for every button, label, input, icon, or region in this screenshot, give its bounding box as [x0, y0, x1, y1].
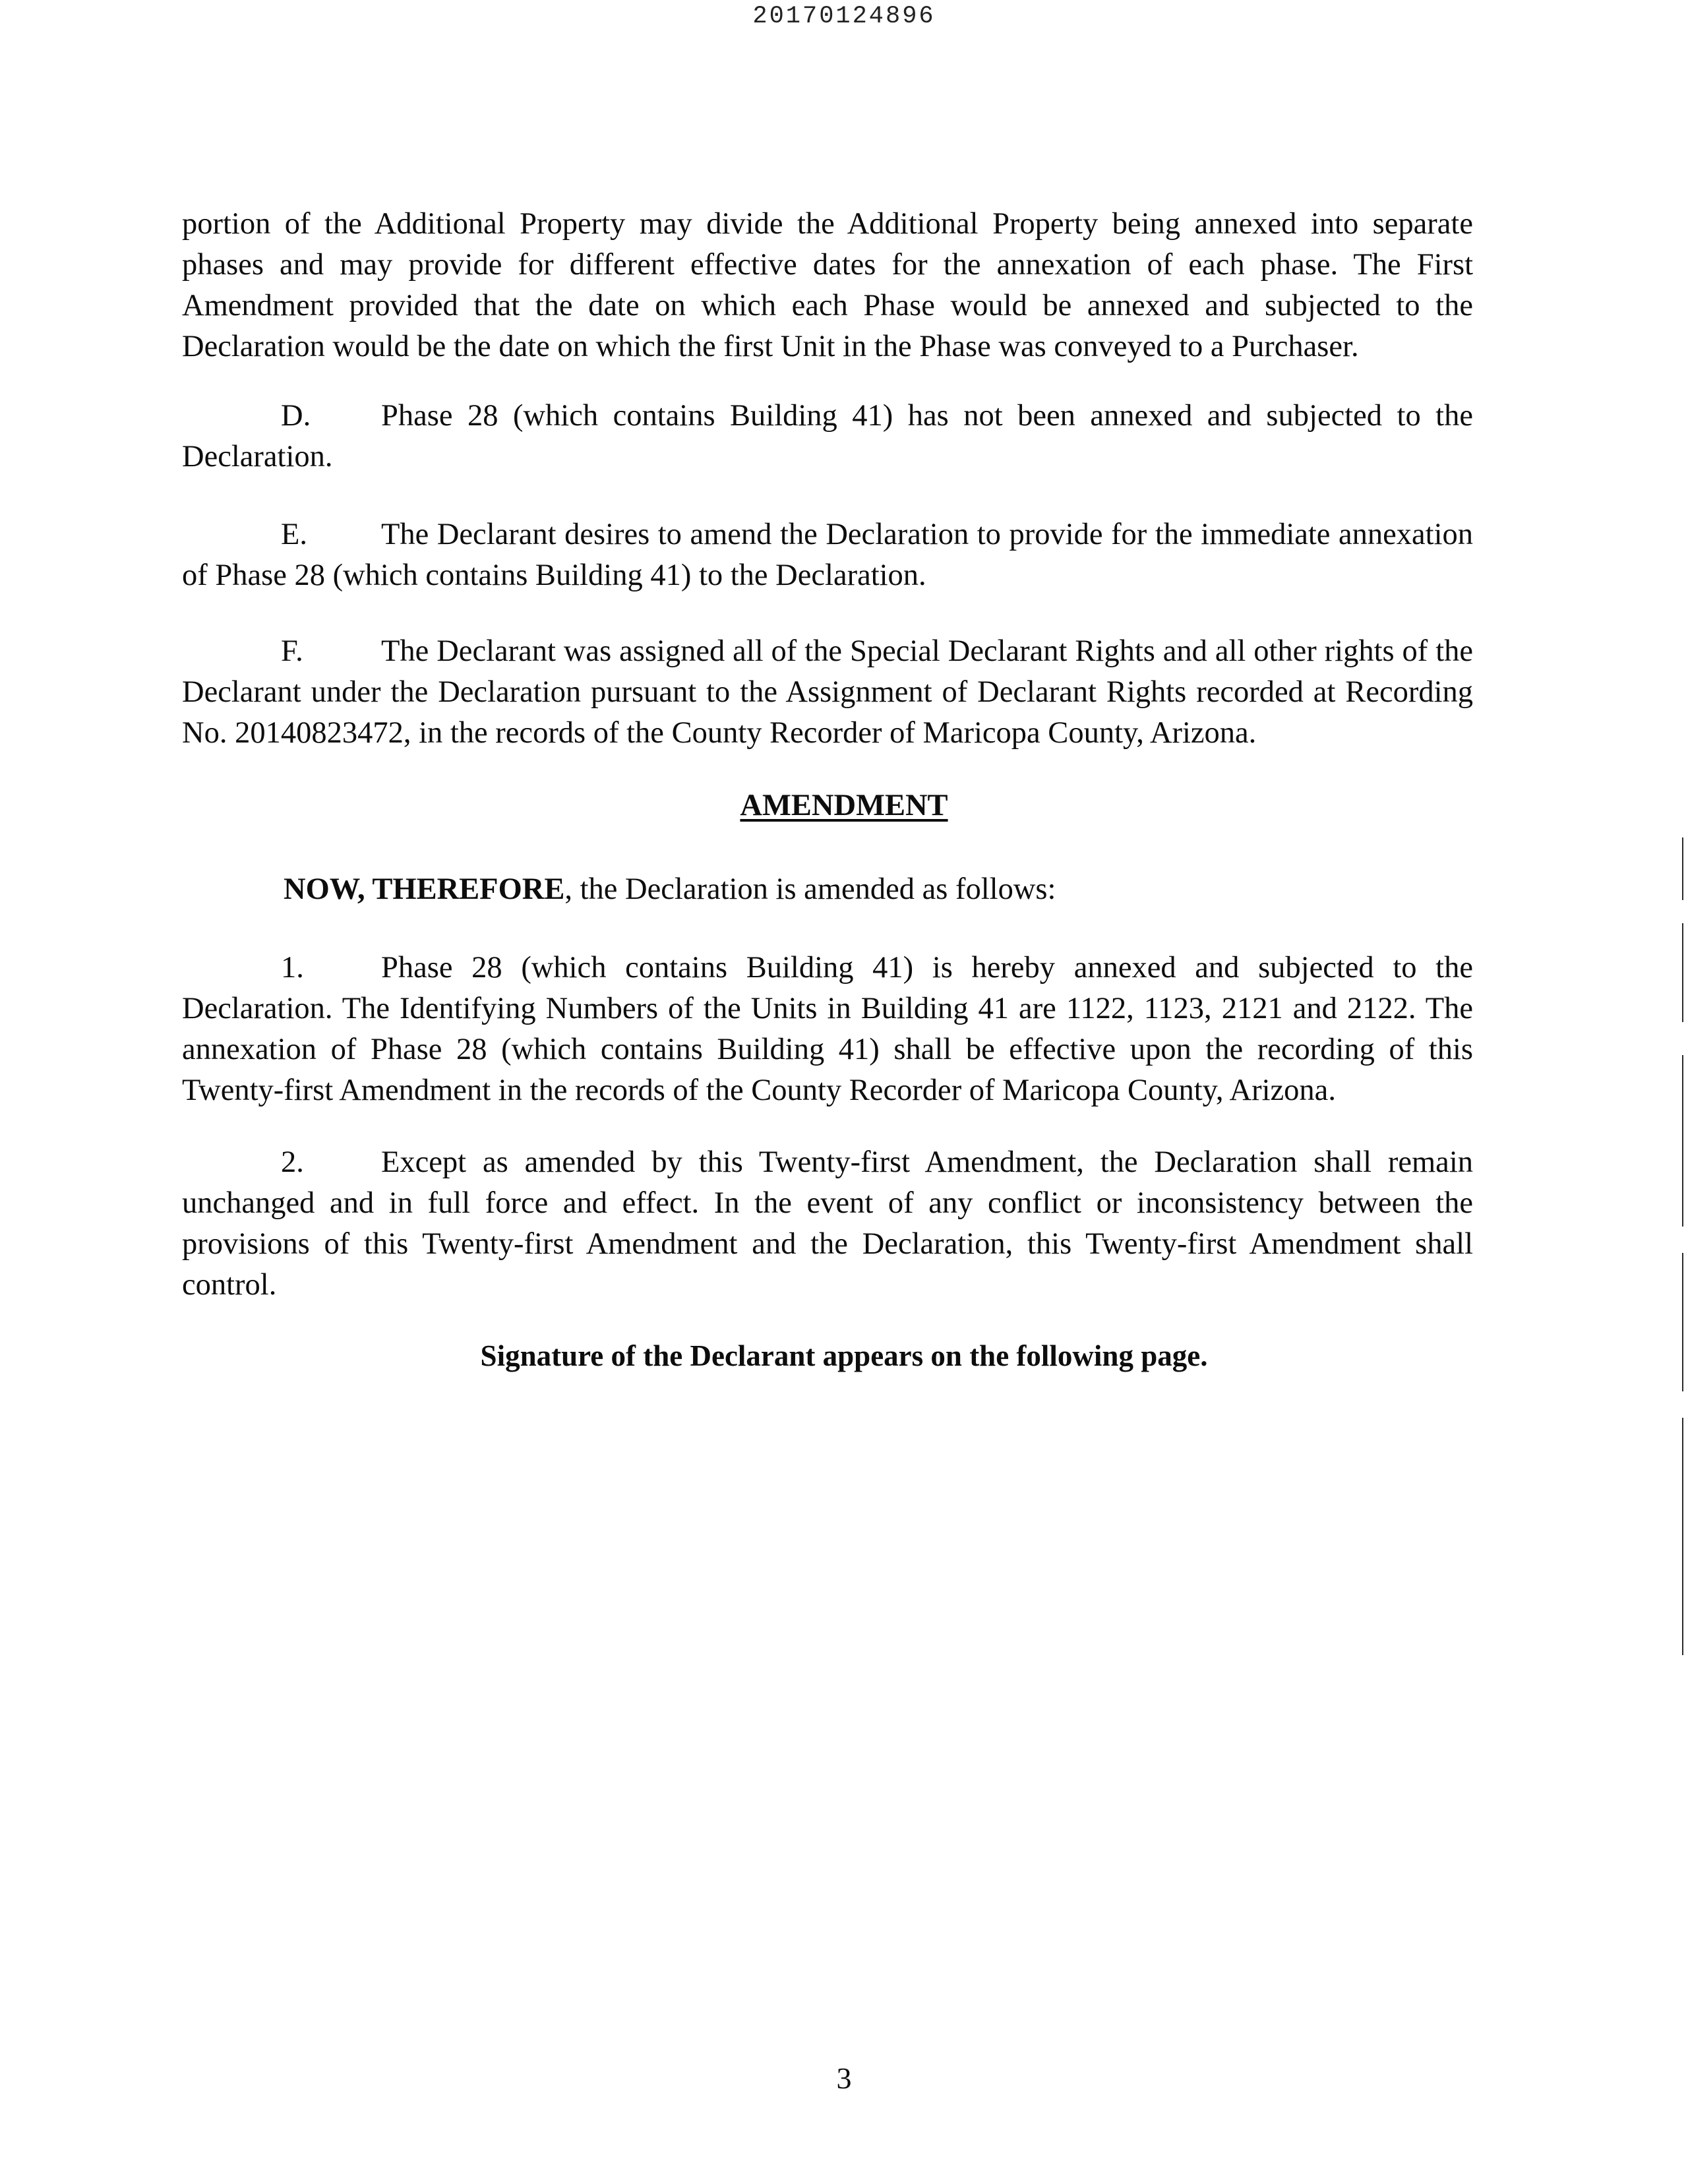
page-number: 3 [836, 2061, 852, 2095]
amendment-heading: AMENDMENT [740, 789, 948, 822]
paragraph-e-text: The Declarant desires to amend the Declaration to provide for the immediate annexation of Phase 28 (which contains Building 41) to the Declaration. [182, 518, 1473, 592]
scan-edge-mark [1682, 1253, 1683, 1391]
scan-edge-mark [1682, 837, 1683, 900]
scan-edge-mark [1682, 1055, 1683, 1227]
amendment-item-2 [182, 1142, 1473, 1306]
paragraph-f-text: The Declarant was assigned all of the Special Declarant Rights and all other rights of the Declarant under the Declaration pursuant to the Assignment of Declarant Rights recorded at Recording No. 20140823472, in the records of the County Recorder of Maricopa County, Arizona. [182, 634, 1473, 750]
amendment-item-1-label: 1. [281, 951, 304, 985]
now-therefore-bold: NOW, THEREFORE [284, 872, 565, 906]
record-number: 20170124896 [752, 3, 936, 30]
amendment-item-2-text: Except as amended by this Twenty-first Amendment, the Declaration shall remain unchanged and in full force and effect. In the event of any conflict or inconsistency between the provisions of this Twenty-first Amendment and the Declaration, this Twenty-first Amendment shall control. [182, 1145, 1473, 1302]
scan-edge-mark [1682, 1418, 1683, 1655]
now-therefore-line [284, 872, 1056, 907]
amendment-item-2-label: 2. [281, 1145, 304, 1179]
paragraph-f-label: F. [281, 634, 303, 668]
paragraph-e [182, 514, 1473, 596]
amendment-item-1-text: Phase 28 (which contains Building 41) is hereby annexed and subjected to the Declaration. The Identifying Numbers of the Units in Building 41 are 1122, 1123, 2121 and 2122. The annexation of Phase 28 (which contains Building 41) shall be effective upon the recording of this Twenty-first Amendment in the records of the County Recorder of Maricopa County, Arizona. [182, 951, 1473, 1107]
intro-paragraph: portion of the Additional Property may divide the Additional Property being annexed into separate phases and may provide for different effective dates for the annexation of each phase. The First Amendment provided that the date on which each Phase would be annexed and subjected to the Declaration would be the date on which the first Unit in the Phase was conveyed to a Purchaser. [182, 207, 1473, 363]
amendment-item-1 [182, 948, 1473, 1111]
now-therefore-rest: , the Declaration is amended as follows: [564, 872, 1056, 906]
signature-note: Signature of the Declarant appears on the following page. [480, 1339, 1208, 1372]
scan-edge-mark [1682, 923, 1683, 1022]
paragraph-d-label: D. [281, 399, 311, 433]
paragraph-f [182, 631, 1473, 754]
paragraph-e-label: E. [281, 518, 308, 551]
paragraph-d-text: Phase 28 (which contains Building 41) has not been annexed and subjected to the Declaration. [182, 399, 1473, 473]
paragraph-d [182, 396, 1473, 477]
